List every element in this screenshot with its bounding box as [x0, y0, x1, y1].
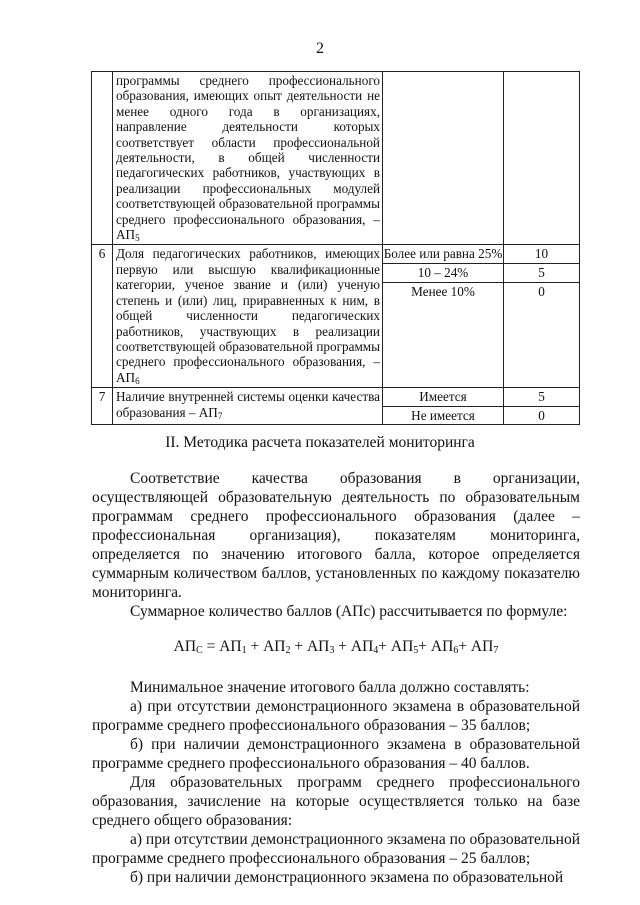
points-option: 5	[504, 388, 579, 407]
paragraph: б) при наличии демонстрационного экзамена по образовательной	[130, 869, 564, 886]
value-cell	[383, 245, 504, 388]
indicator-text: Наличие внутренней системы оценки качества образования – $АП_7$	[113, 388, 383, 425]
points-option: 0	[538, 284, 545, 300]
body-text	[92, 469, 580, 887]
criteria-table	[91, 71, 580, 425]
table-row	[92, 245, 580, 388]
value-option: Не имеется	[411, 408, 475, 424]
value-option: Более или равна 25%	[383, 245, 503, 264]
table-row	[92, 72, 580, 245]
formula: $АП_С = АП_1 + АП_2 + АП_3 + АП_4+ АП_5+ АП_6+ АП_7$	[173, 638, 499, 656]
points-option: 10	[504, 245, 579, 264]
row-number	[92, 72, 113, 245]
value-option: Имеется	[383, 388, 503, 407]
section-title: II. Методика расчета показателей мониторинга	[165, 434, 475, 451]
paragraph: а) при отсутствии демонстрационного экзамена по образовательной программе среднего профессионального образования – 25 баллов;	[92, 831, 580, 867]
row-number: 7	[92, 388, 113, 425]
value-option: 10 – 24%	[383, 264, 503, 283]
value-option: Менее 10%	[411, 284, 475, 300]
page-number: 2	[316, 40, 324, 57]
paragraph: Минимальное значение итогового балла должно составлять:	[130, 679, 530, 696]
indicator-text: Доля педагогических работников, имеющих первую или высшую квалификационные категории, ученое звание и (или) ученую степень и (или) лиц, приравненных к ним, в общей численности педагогических работников, участвующих в реализации соответствующей образовательной программы среднего профессионального образования, – $АП_6$	[113, 245, 383, 388]
paragraph: б) при наличии демонстрационного экзамена в образовательной программе среднего профессионального образования – 40 баллов.	[92, 736, 580, 772]
indicator-text: программы среднего профессионального образования, имеющих опыт деятельности не менее одного года в организациях, направление деятельности которых соответствует области профессиональной деятельности, в общей численности педагогических работников, участвующих в реализации профессиональных модулей соответствующей образовательной программы среднего профессионального образования, – $АП_5$	[113, 72, 383, 245]
points-cell	[504, 72, 580, 245]
paragraph: а) при отсутствии демонстрационного экзамена в образовательной программе среднего профессионального образования – 35 баллов;	[92, 698, 580, 734]
points-option: 5	[504, 264, 579, 283]
row-number: 6	[92, 245, 113, 388]
points-cell	[504, 388, 580, 425]
table-row	[92, 388, 580, 425]
paragraph: Соответствие качества образования в организации, осуществляющей образовательную деятельность по образовательным программам среднего профессионального образования (далее – профессиональная организация), показателям мониторинга, определяется по значению итогового балла, которое определяется суммарным количеством баллов, установленных по каждому показателю мониторинга.	[92, 470, 580, 601]
paragraph: Суммарное количество баллов (АПс) рассчитывается по формуле:	[130, 603, 568, 620]
points-option: 0	[538, 408, 545, 424]
value-cell	[383, 388, 504, 425]
value-cell	[383, 72, 504, 245]
paragraph: Для образовательных программ среднего профессионального образования, зачисление на которые осуществляется только на базе среднего общего образования:	[92, 774, 580, 829]
points-cell	[504, 245, 580, 388]
